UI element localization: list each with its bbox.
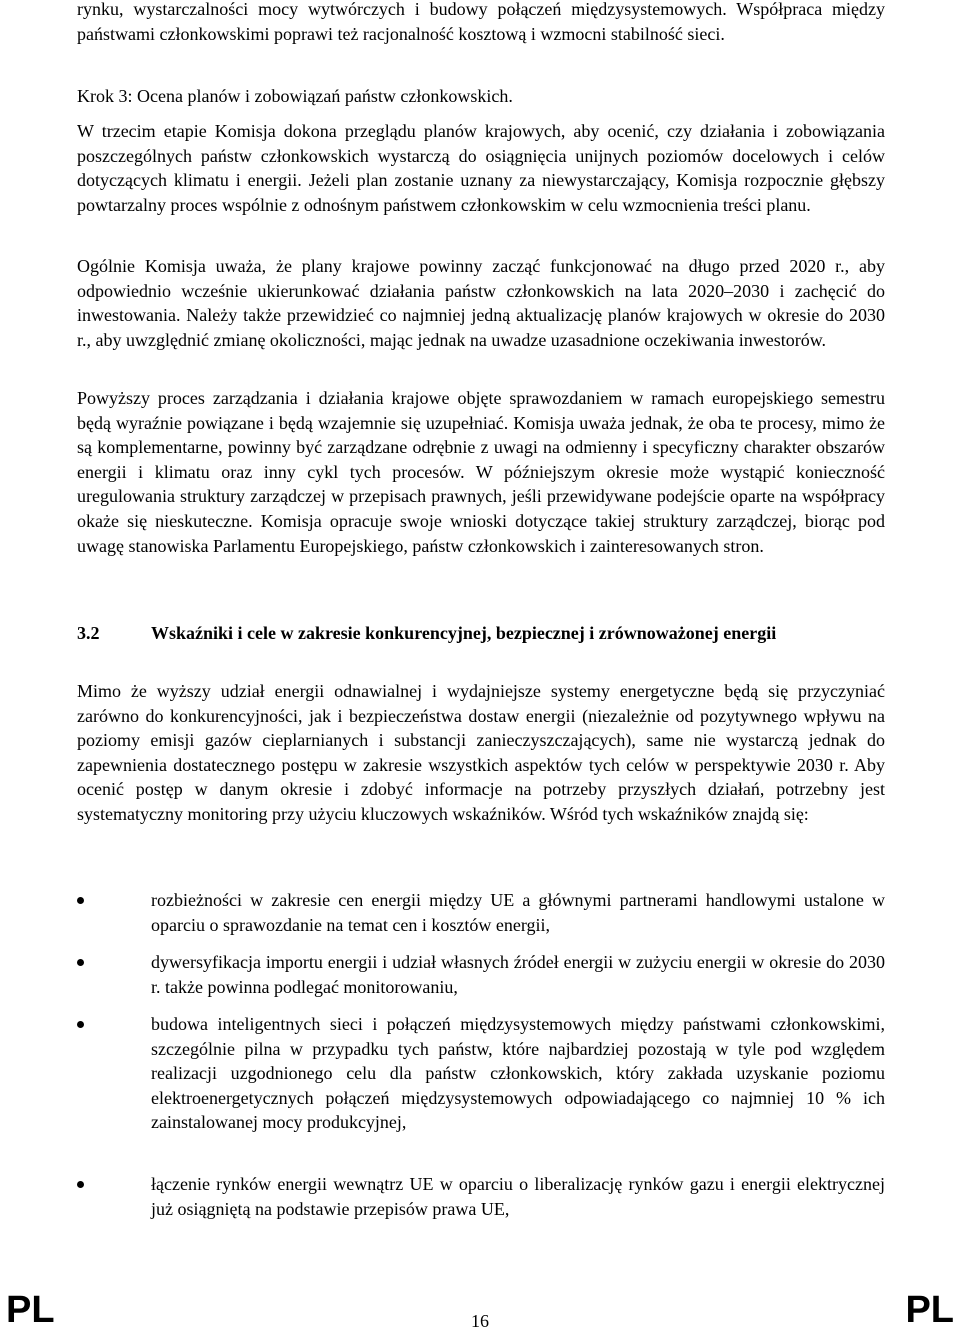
page-number: 16 [471,1311,489,1331]
language-code-left: PL [6,1289,55,1331]
section-paragraph: Mimo że wyższy udział energii odnawialnej i wydajniejsze systemy energetyczne będą się przyczyniać zarówno do konkurencyjności, jak i bezpieczeństwa dostaw energii (niezależnie od pozytywnego wpływu na poziomy emisji gazów cieplarnianych i substancji zanieczyszczających), same nie wystarczą jednak do zapewnienia dostatecznego postępu w zakresie wszystkich aspektów tych celów w perspektywie 2030 r. Aby ocenić postęp w danym okresie i zdobyć informacje na potrzeby przyszłych działań, potrzebny jest systematyczny monitoring przy użyciu kluczowych wskaźników. Wśród tych wskaźników znajdą się: [77,681,885,824]
bullet-icon [77,1181,84,1188]
list-item-text: łączenie rynków energii wewnątrz UE w oparciu o liberalizację rynków gazu i energii elektrycznej już osiągniętą na podstawie przepisów prawa UE, [151,1174,885,1219]
list-item-text: budowa inteligentnych sieci i połączeń międzysystemowych między państwami członkowskimi, szczególnie pilna w przypadku tych państw, które najbardziej pozostają w tyle pod względem realizacji uzgodnionego celu dla państw członkowskich, który zakłada uzyskanie poziomu elektroenergetycznych połączeń międzysystemowych odpowiadającego co najmniej 10 % ich zainstalowanej mocy produkcyjnej, [151,1014,885,1133]
step-3-title: Krok 3: Ocena planów i zobowiązań państw członkowskich. [77,86,513,106]
paragraph-3: Powyższy proces zarządzania i działania krajowe objęte sprawozdaniem w ramach europejskiego semestru będą wyraźnie powiązane i będą wzajemnie się uzupełniać. Komisja uważa jednak, że oba te procesy, mimo że są komplementarne, powinny być zarządzane odrębnie z uwagi na odmienny i specyficzny charakter obszarów energii i klimatu oraz inny cykl tych procesów. W późniejszym okresie może wystąpić konieczność uregulowania struktury zarządczej w przepisach prawnych, jeśli przewidywane podejście oparte na współpracy okaże się nieskuteczne. Komisja opracuje swoje wnioski dotyczące takiej struktury zarządczej, biorąc pod uwagę stanowiska Parlamentu Europejskiego, państw członkowskich i zainteresowanych stron. [77,388,885,556]
intro-continuation-paragraph: rynku, wystarczalności mocy wytwórczych i budowy połączeń międzysystemowych. Współpraca między państwami członkowskimi poprawi też racjonalność kosztową i wzmocni stabilność sieci. [77,0,885,44]
paragraph-1: W trzecim etapie Komisja dokona przeglądu planów krajowych, aby ocenić, czy działania i zobowiązania poszczególnych państw członkowskich wystarczą do osiągnięcia unijnych poziomów docelowych i celów dotyczących klimatu i energii. Jeżeli plan zostanie uznany za niewystarczający, Komisja rozpocznie głębszy powtarzalny proces wspólnie z odnośnym państwem członkowskim w celu wzmocnienia treści planu. [77,121,885,215]
section-title: Wskaźniki i cele w zakresie konkurencyjnej, bezpiecznej i zrównoważonej energii [151,623,777,643]
bullet-icon [77,897,84,904]
bullet-icon [77,959,84,966]
bullet-icon [77,1021,84,1028]
list-item-text: rozbieżności w zakresie cen energii między UE a głównymi partnerami handlowymi ustalone w oparciu o sprawozdanie na temat cen i kosztów energii, [151,890,885,935]
paragraph-2: Ogólnie Komisja uważa, że plany krajowe powinny zacząć funkcjonować na długo przed 2020 r., aby odpowiednio wcześnie ukierunkować działania państw członkowskich na lata 2020–2030 i zachęcić do inwestowania. Należy także przewidzieć co najmniej jedną aktualizację planów krajowych w okresie do 2030 r., aby uwzględnić zmianę okoliczności, mając jednak na uwadze uzasadnione oczekiwania inwestorów. [77,256,885,350]
language-code-right: PL [905,1289,954,1331]
section-number: 3.2 [77,623,100,643]
list-item-text: dywersyfikacja importu energii i udział własnych źródeł energii w zużyciu energii w okresie do 2030 r. także powinna podlegać monitorowaniu, [151,952,885,997]
